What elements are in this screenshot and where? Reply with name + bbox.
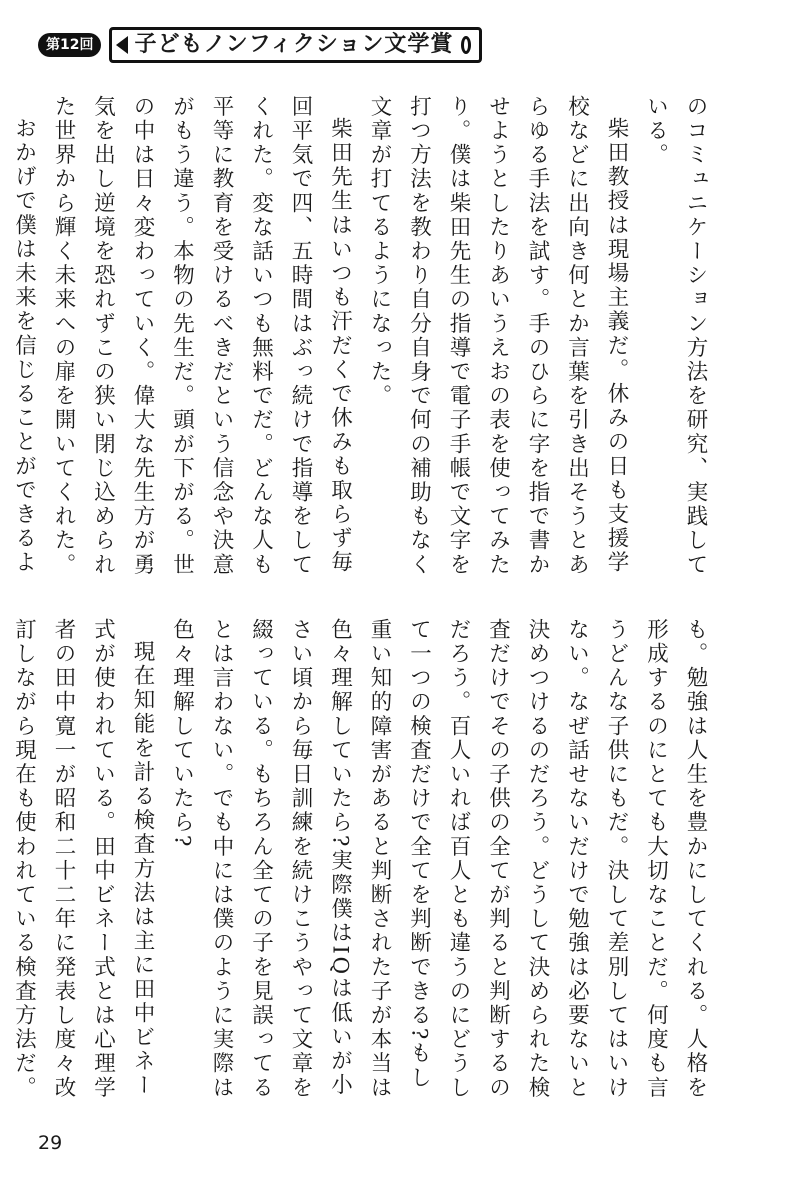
body-text-bottom: [11, 618, 715, 1108]
paragraph: も。勉強は人生を豊かにしてくれる。人格を形成するのにとても大切なことだ。何度も言うどんな子供にもだ。決して差別してはいけない。なぜ話せないだけで勉強は必要ないと決めつけるのだろう。どうして決められた検査だけでその子供の全てが判ると判断するのだろう。百人いれば百人とも違うのにどうして一つの検査だけで全てを判断できる?もし重い知的障害があると判断された子が本当は色々理解していたら?実際僕はIQは低いが小さい頃から毎日訓練を続けこうやって文章を綴っている。もちろん全ての子を見誤ってるとは言わない。でも中には僕のように実際は色々理解していたら?: [169, 618, 708, 1100]
issue-badge: 第12回: [38, 33, 101, 57]
paragraph: 柴田教授は現場主義だ。休みの日も支援学校などに出向き何とか言葉を引き出そうとあらゆる手法を試す。手のひらに字を指で書かせようとしたりあいうえおの表を使ってみたり。僕は柴田先生の指導で電子手帳で文字を打つ方法を教わり自分自身で何の補助もなく文章が打てるようになった。: [367, 95, 629, 577]
series-header: [38, 28, 482, 62]
page-number: 29: [38, 1132, 63, 1154]
paragraph: 現在知能を計る検査方法は主に田中ビネー式が使われている。田中ビネー式とは心理学者の田中寛一が昭和二十二年に発表し度々改訂しながら現在も使われている検査方法だ。: [11, 618, 155, 1100]
paragraph: おかげで僕は未来を信じることができるよ: [11, 116, 37, 575]
series-title: 子どもノンフィクション文学賞: [134, 32, 454, 57]
pencil-title-frame: [109, 27, 482, 63]
pencil-tip-icon: [116, 36, 128, 54]
pencil-eraser-icon: [461, 36, 471, 54]
body-text-top: [11, 95, 715, 590]
paragraph: 柴田先生はいつも汗だくで休みも取らず毎回平気で四、五時間はぶっ続けで指導をしてくれた。変な話いつも無料でだ。どんな人も平等に教育を受けるべきだという信念や決意がもう違う。本物の先生だ。頭が下がる。世の中は日々変わっていく。偉大な先生方が勇気を出し逆境を恐れずこの狭い閉じ込められた世界から輝く未来への扉を開いてくれた。: [51, 95, 353, 577]
paragraph: のコミュニケーション方法を研究、実践している。: [643, 95, 708, 577]
